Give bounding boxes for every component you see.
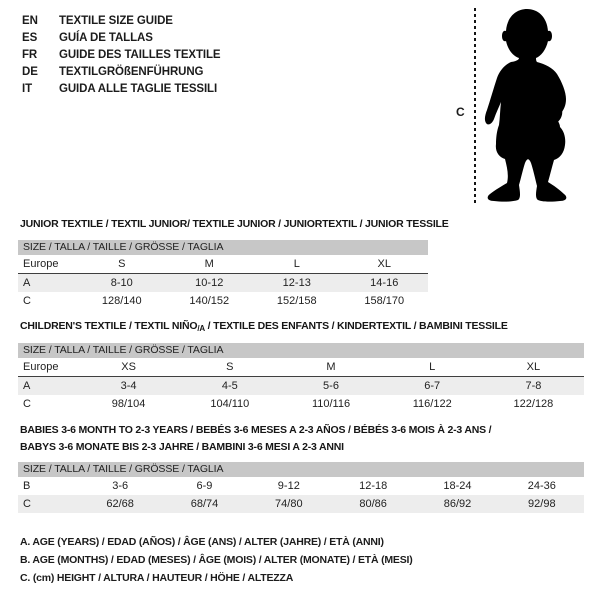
children-size-table [18, 343, 584, 413]
size-cell: 5-6 [323, 380, 339, 392]
size-cell: 14-16 [370, 277, 399, 289]
size-cell: 6-7 [424, 380, 441, 392]
row-label: Europe [23, 361, 59, 373]
size-cell: 116/122 [412, 398, 452, 410]
language-title: GUIDE DES TAILLES TEXTILE [59, 49, 221, 61]
size-cell: 4-5 [221, 380, 238, 392]
language-guide [22, 13, 221, 98]
row-label: A [23, 380, 31, 392]
size-cell: 7-8 [525, 380, 542, 392]
size-cell: 3-4 [120, 380, 137, 392]
size-cell: 62/68 [106, 498, 134, 510]
size-cell: 3-6 [112, 480, 129, 492]
row-label: C [23, 398, 31, 410]
baby-silhouette-icon [480, 6, 576, 206]
language-row [22, 47, 221, 64]
language-code: FR [22, 49, 38, 61]
size-cell: 8-10 [110, 277, 133, 289]
table-row-age [18, 477, 584, 495]
size-cell: 80/86 [359, 498, 387, 510]
babies-size-table [18, 462, 584, 513]
size-cell: L [429, 361, 436, 373]
size-cell: 12-18 [359, 480, 388, 492]
size-cell: L [293, 258, 300, 270]
footnote-a: A. AGE (YEARS) / EDAD (AÑOS) / ÂGE (ANS) / ALTER (JAHRE) / ETÀ (ANNI) [20, 536, 384, 548]
size-cell: 12-13 [282, 277, 311, 289]
language-row [22, 30, 221, 47]
table-row-height [18, 292, 428, 310]
row-label: C [23, 295, 31, 307]
babies-section-heading [20, 422, 491, 456]
language-title: GUÍA DE TALLAS [59, 32, 153, 44]
height-measure-label: C [456, 105, 465, 119]
size-cell: S [226, 361, 234, 373]
size-cell: 68/74 [190, 498, 219, 510]
size-cell: XS [121, 361, 136, 373]
table-row-europe [18, 255, 428, 274]
table-row-age [18, 377, 584, 395]
size-cell: 9-12 [277, 480, 300, 492]
size-cell: 74/80 [275, 498, 303, 510]
size-cell: 86/92 [443, 498, 472, 510]
language-title: GUIDA ALLE TAGLIE TESSILI [59, 83, 218, 95]
size-cell: 92/98 [528, 498, 556, 510]
size-bar: SIZE / TALLA / TAILLE / GRÖSSE / TAGLIA [18, 462, 584, 477]
height-measure-line [474, 8, 476, 205]
language-row [22, 64, 221, 81]
language-title: TEXTILGRÖßENFÜHRUNG [59, 66, 204, 78]
language-row [22, 13, 221, 30]
children-heading-suffix: / TEXTILE DES ENFANTS / KINDERTEXTIL / BAMBINI TESSILE [204, 320, 508, 332]
babies-heading-line1: BABIES 3-6 MONTH TO 2-3 YEARS / BEBÉS 3-6 MESES A 2-3 AÑOS / BÉBÉS 3-6 MOIS À 2-3 ANS / [20, 424, 492, 436]
language-code: ES [22, 32, 38, 44]
size-cell: 24-36 [527, 480, 556, 492]
size-cell: M [326, 361, 336, 373]
size-cell: 6-9 [196, 480, 213, 492]
size-cell: M [204, 258, 214, 270]
size-cell: 110/116 [311, 398, 351, 410]
children-heading-prefix: CHILDREN'S TEXTILE / TEXTIL NIÑO [20, 320, 198, 332]
row-label: C [23, 498, 31, 510]
size-cell: 98/104 [111, 398, 146, 410]
size-cell: 152/158 [276, 295, 317, 307]
size-cell: 158/170 [364, 295, 405, 307]
size-cell: 104/110 [210, 398, 250, 410]
row-label: A [23, 277, 31, 289]
footnote-c: C. (cm) HEIGHT / ALTURA / HAUTEUR / HÖHE / ALTEZZA [20, 572, 294, 584]
language-code: DE [22, 66, 38, 78]
size-bar: SIZE / TALLA / TAILLE / GRÖSSE / TAGLIA [18, 343, 584, 358]
junior-section-heading: JUNIOR TEXTILE / TEXTIL JUNIOR/ TEXTILE JUNIOR / JUNIORTEXTIL / JUNIOR TESSILE [20, 218, 449, 230]
row-label: B [23, 480, 31, 492]
size-bar: SIZE / TALLA / TAILLE / GRÖSSE / TAGLIA [18, 240, 428, 255]
language-code: EN [22, 15, 38, 27]
junior-size-table [18, 240, 428, 310]
size-cell: 128/140 [101, 295, 142, 307]
size-cell: XL [526, 361, 541, 373]
size-cell: 18-24 [443, 480, 472, 492]
table-row-height [18, 495, 584, 513]
language-code: IT [22, 83, 33, 95]
table-row-age [18, 274, 428, 292]
footnote-b: B. AGE (MONTHS) / EDAD (MESES) / ÂGE (MOIS) / ALTER (MONATE) / ETÀ (MESI) [20, 554, 413, 566]
children-heading-subscript: /A [197, 324, 205, 333]
footnotes [20, 533, 413, 587]
row-label: Europe [23, 258, 59, 270]
size-cell: XL [377, 258, 391, 270]
babies-heading-line2: BABYS 3-6 MONATE BIS 2-3 JAHRE / BAMBINI 3-6 MESI A 2-3 ANNI [20, 441, 344, 453]
table-row-europe [18, 358, 584, 377]
size-cell: 140/152 [189, 295, 230, 307]
size-cell: 10-12 [195, 277, 224, 289]
language-title: TEXTILE SIZE GUIDE [59, 15, 173, 27]
size-cell: S [118, 258, 126, 270]
table-row-height [18, 395, 584, 413]
children-section-heading [20, 320, 508, 333]
size-cell: 122/128 [513, 398, 554, 410]
language-row [22, 81, 221, 98]
